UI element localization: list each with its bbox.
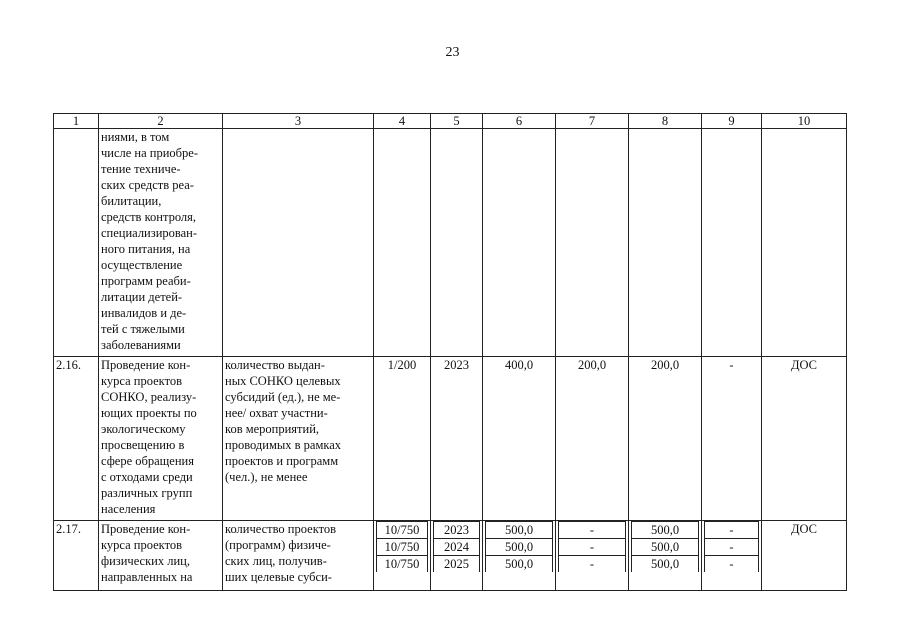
text-line: ниями, в том (101, 130, 170, 144)
table-cell-col9-stack (702, 521, 762, 591)
table-cell (54, 129, 99, 357)
sub-cell: - (559, 522, 626, 539)
sub-cell: - (705, 539, 759, 556)
sub-cell: 500,0 (632, 556, 699, 573)
table-cell-total-stack (483, 521, 556, 591)
table-cell-col7: 200,0 (556, 357, 629, 521)
sub-cell: 10/750 (377, 556, 428, 573)
header-cell: 2 (99, 114, 223, 129)
sub-cell: - (559, 539, 626, 556)
header-cell: 4 (374, 114, 431, 129)
text-line: средств контроля, (101, 210, 197, 224)
text-line: Проведение кон- (101, 522, 191, 536)
text-line: числе на приобре- (101, 146, 198, 160)
header-cell: 8 (629, 114, 702, 129)
header-cell: 7 (556, 114, 629, 129)
table-cell-year: 2023 (431, 357, 483, 521)
text-line: курса проектов (101, 538, 183, 552)
header-cell: 5 (431, 114, 483, 129)
header-cell: 6 (483, 114, 556, 129)
sub-cell: 2025 (434, 556, 480, 573)
table-cell-description (99, 521, 223, 591)
text-line: проектов и программ (225, 454, 339, 468)
text-line: количество проектов (225, 522, 337, 536)
table-cell-total: 400,0 (483, 357, 556, 521)
text-line: ков мероприятий, (225, 422, 320, 436)
row-number: 2.17. (54, 521, 99, 591)
sub-cell: 500,0 (486, 556, 553, 573)
table-cell (702, 129, 762, 357)
text-line: осуществление (101, 258, 183, 272)
table-cell-col8-stack (629, 521, 702, 591)
text-line: курса проектов (101, 374, 183, 388)
table-cell-target-stack (374, 521, 431, 591)
table-row-continuation (54, 129, 847, 357)
sub-cell: 2024 (434, 539, 480, 556)
sub-cell: - (705, 556, 759, 573)
program-table (53, 113, 847, 591)
table-row-2-16 (54, 357, 847, 521)
header-cell: 3 (223, 114, 374, 129)
text-line: специализирован- (101, 226, 198, 240)
text-line: ших целевые субси- (225, 570, 332, 584)
table-cell (556, 129, 629, 357)
sub-cell: 500,0 (486, 522, 553, 539)
sub-cell: - (705, 522, 759, 539)
text-line: билитации, (101, 194, 162, 208)
sub-cell: 10/750 (377, 522, 428, 539)
header-cell: 1 (54, 114, 99, 129)
table-cell-description (99, 357, 223, 521)
table-cell-col7-stack (556, 521, 629, 591)
page-number: 23 (445, 45, 460, 60)
table-cell (374, 129, 431, 357)
table-cell-col9: - (702, 357, 762, 521)
sub-cell: 500,0 (486, 539, 553, 556)
text-line: заболеваниями (101, 338, 181, 352)
text-line: направленных на (101, 570, 193, 584)
sub-cell: 10/750 (377, 539, 428, 556)
header-cell: 10 (762, 114, 847, 129)
text-line: субсидий (ед.), не ме- (225, 390, 341, 404)
table-cell-indicator (223, 357, 374, 521)
sub-cell: - (559, 556, 626, 573)
table-cell-year-stack (431, 521, 483, 591)
header-cell: 9 (702, 114, 762, 129)
text-line: экологическому (101, 422, 186, 436)
text-line: просвещению в (101, 438, 185, 452)
text-line: количество выдан- (225, 358, 325, 372)
table-row-2-17 (54, 521, 847, 591)
text-line: инвалидов и де- (101, 306, 187, 320)
text-line: литации детей- (101, 290, 183, 304)
text-line: сфере обращения (101, 454, 194, 468)
header-row (54, 114, 847, 129)
text-line: (чел.), не менее (225, 470, 308, 484)
table-cell-description (99, 129, 223, 357)
text-line: Проведение кон- (101, 358, 191, 372)
text-line: ских средств реа- (101, 178, 194, 192)
text-line: ющих проекты по (101, 406, 197, 420)
table-cell (431, 129, 483, 357)
text-line: ных СОНКО целевых (225, 374, 341, 388)
text-line: различных групп (101, 486, 193, 500)
table-cell (223, 129, 374, 357)
text-line: тение техниче- (101, 162, 181, 176)
text-line: ских лиц, получив- (225, 554, 327, 568)
table-cell-executor: ДОС (762, 521, 847, 591)
text-line: СОНКО, реализу- (101, 390, 197, 404)
text-line: ного питания, на (101, 242, 191, 256)
text-line: тей с тяжелыми (101, 322, 185, 336)
table-cell-indicator (223, 521, 374, 591)
sub-cell: 500,0 (632, 522, 699, 539)
text-line: с отходами среди (101, 470, 193, 484)
table-cell (483, 129, 556, 357)
table-cell-target: 1/200 (374, 357, 431, 521)
text-line: (программ) физиче- (225, 538, 331, 552)
table-cell (762, 129, 847, 357)
sub-cell: 500,0 (632, 539, 699, 556)
row-number: 2.16. (54, 357, 99, 521)
text-line: населения (101, 502, 156, 516)
sub-cell: 2023 (434, 522, 480, 539)
text-line: программ реаби- (101, 274, 191, 288)
text-line: проводимых в рамках (225, 438, 342, 452)
text-line: нее/ охват участни- (225, 406, 328, 420)
table-cell-col8: 200,0 (629, 357, 702, 521)
table-cell (629, 129, 702, 357)
text-line: физических лиц, (101, 554, 190, 568)
table-cell-executor: ДОС (762, 357, 847, 521)
